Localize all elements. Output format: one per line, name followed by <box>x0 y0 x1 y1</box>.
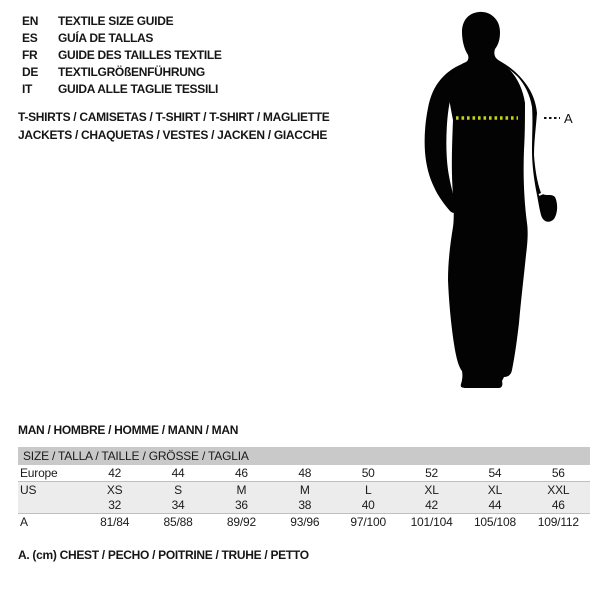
cell: 40 <box>361 498 375 512</box>
row-label: A <box>20 515 28 529</box>
cell: 81/84 <box>100 515 130 529</box>
man-silhouette-figure <box>420 5 600 395</box>
size-table <box>18 447 590 529</box>
lang-code: DE <box>22 65 39 79</box>
cell: XS <box>106 483 123 497</box>
lang-code: FR <box>22 48 38 62</box>
lang-label: GUÍA DE TALLAS <box>58 31 154 45</box>
cell: 50 <box>361 466 375 480</box>
cell: M <box>299 483 310 497</box>
cell: 32 <box>108 498 122 512</box>
table-row-alt-size <box>18 497 590 513</box>
cell: 52 <box>425 466 439 480</box>
cell: 85/88 <box>163 515 193 529</box>
lang-label: TEXTILGRÖßENFÜHRUNG <box>58 65 205 79</box>
section-title-man: MAN / HOMBRE / HOMME / MANN / MAN <box>18 423 239 437</box>
cell: 101/104 <box>410 515 453 529</box>
cell: S <box>174 483 182 497</box>
lang-code: ES <box>22 31 38 45</box>
cell: L <box>364 483 372 497</box>
cell: XXL <box>547 483 570 497</box>
lang-row-de <box>22 64 222 81</box>
cell: 34 <box>171 498 185 512</box>
lang-code: EN <box>22 14 39 28</box>
row-label: US <box>20 483 37 497</box>
table-row-europe <box>18 465 590 481</box>
cell: 38 <box>298 498 312 512</box>
cell: 89/92 <box>226 515 256 529</box>
cell: 54 <box>488 466 502 480</box>
cell: 93/96 <box>290 515 320 529</box>
cell: XL <box>424 483 439 497</box>
wrist-separation <box>539 187 556 195</box>
lang-row-en <box>22 13 222 30</box>
language-list <box>22 13 222 98</box>
cell: 42 <box>108 466 122 480</box>
cell: 105/108 <box>473 515 516 529</box>
category-block <box>18 108 330 144</box>
category-tshirts: T-SHIRTS / CAMISETAS / T-SHIRT / T-SHIRT / MAGLIETTE <box>18 110 330 124</box>
category-jackets: JACKETS / CHAQUETAS / VESTES / JACKEN / GIACCHE <box>18 128 328 142</box>
cell: 46 <box>551 498 565 512</box>
cell: 46 <box>234 466 248 480</box>
lang-label: TEXTILE SIZE GUIDE <box>58 14 174 28</box>
table-row-us <box>18 481 590 497</box>
cell: 56 <box>551 466 565 480</box>
cell: 44 <box>488 498 502 512</box>
cell: M <box>236 483 247 497</box>
lang-label: GUIDA ALLE TAGLIE TESSILI <box>58 82 219 96</box>
cell: 97/100 <box>350 515 386 529</box>
lang-row-fr <box>22 47 222 64</box>
cell: 48 <box>298 466 312 480</box>
row-label <box>18 497 83 513</box>
cell: XL <box>487 483 503 497</box>
row-label: Europe <box>20 466 58 480</box>
lang-label: GUIDE DES TAILLES TEXTILE <box>58 48 222 62</box>
cell: 36 <box>234 498 248 512</box>
cell: 109/112 <box>537 515 579 529</box>
cell: 44 <box>171 466 185 480</box>
man-silhouette-svg <box>420 5 600 395</box>
lang-row-es <box>22 30 222 47</box>
measure-label-a: A <box>564 111 573 126</box>
lang-code: IT <box>22 82 33 96</box>
cell: 42 <box>425 498 439 512</box>
measurement-footnote: A. (cm) CHEST / PECHO / POITRINE / TRUHE / PETTO <box>18 548 309 562</box>
table-row-chest-cm <box>18 513 590 529</box>
lang-row-it <box>22 81 222 98</box>
size-table-header: SIZE / TALLA / TAILLE / GRÖSSE / TAGLIA <box>18 447 590 465</box>
